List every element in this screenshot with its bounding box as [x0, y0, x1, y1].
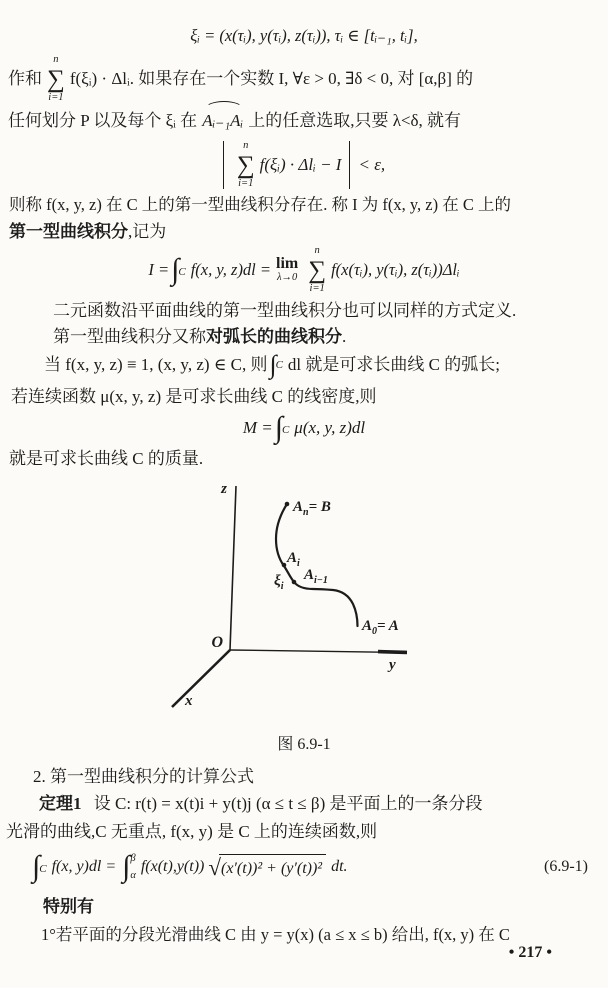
section-2-text: 2. 第一型曲线积分的计算公式 [33, 767, 254, 786]
lim-word: lim [276, 254, 299, 272]
integral-subscript: C [39, 863, 47, 876]
term-first-type-integral: 第一型曲线积分 [9, 222, 128, 241]
paragraph-integral-exists [9, 193, 511, 217]
integral-over-C [274, 410, 293, 444]
theorem-head: 定理1 [39, 794, 82, 813]
integral-sign: ∫ [171, 252, 180, 286]
paragraph-case1 [41, 923, 510, 947]
formula-integral-definition [0, 243, 608, 297]
sum-upper-limit: n [243, 140, 249, 152]
formula-xi-text: ξᵢ = (x(τᵢ), y(τᵢ), z(τᵢ)), τᵢ ∈ [tᵢ₋₁, tᵢ], [190, 26, 418, 45]
formula-xi-definition [0, 24, 608, 48]
label-A0-equals-A [361, 618, 399, 637]
label-B-main: A [293, 499, 304, 515]
sigma-symbol: ∑ [236, 151, 255, 179]
point-B-dot [285, 502, 290, 507]
figure-caption-text: 图 6.9-1 [277, 736, 331, 753]
text-denoted: ,记为 [128, 222, 167, 241]
text-in-particular: 特别有 [43, 897, 94, 916]
paragraph-arc-length [44, 343, 500, 387]
integral-sign: ∫ [269, 349, 277, 379]
figure-caption [0, 733, 608, 756]
label-B-sub: n [303, 507, 309, 518]
sum-lower-limit: i=1 [309, 282, 325, 294]
integral-over-C [171, 252, 189, 286]
label-A0-sub: 0 [372, 626, 378, 637]
figure-6-9-1 [90, 478, 530, 738]
radical-sign: √ [208, 854, 221, 880]
y-axis-label: y [389, 657, 396, 673]
sigma-symbol: ∑ [308, 256, 327, 284]
paragraph-in-particular [43, 895, 94, 920]
integral-subscript: C [178, 266, 186, 279]
z-axis [230, 486, 236, 650]
integral-subscript: C [281, 424, 290, 437]
text-planar-case: 二元函数沿平面曲线的第一型曲线积分也可以同样的方式定义. [53, 301, 517, 320]
label-xi-sub: i [280, 581, 284, 592]
lim-subscript: λ→0 [276, 271, 298, 283]
integral-sign: ∫ [32, 849, 41, 883]
eq-M-lhs: M = [242, 417, 273, 437]
paragraph-mass [9, 447, 203, 472]
formula-6-9-1 [30, 842, 588, 892]
eq-M-rhs: μ(x, y, z)dl [294, 417, 366, 437]
integral-subscript: C [275, 359, 283, 372]
sum-upper-limit: n [53, 54, 59, 66]
text-zuohe: 作和 [8, 68, 42, 88]
eq691-lhs: f(x, y)dl = [51, 858, 117, 876]
text-selection: 上的任意选取,只要 λ<δ, 就有 [248, 110, 462, 130]
eq-I-rhs: f(x(τᵢ), y(τᵢ), z(τᵢ))Δlᵢ [331, 260, 460, 280]
integral-lower-limit: α [130, 869, 136, 881]
text-density: 若连续函数 μ(x, y, z) 是可求长曲线 C 的线密度,则 [11, 387, 377, 406]
theorem-line2: 光滑的曲线,C 无重点, f(x, y) 是 C 上的连续函数,则 [6, 822, 378, 841]
formula-mass [0, 405, 608, 451]
label-Aim1-sub: i−1 [314, 575, 328, 586]
eq691-dt: dt. [331, 858, 348, 876]
term-arc-length-integral: 对弧长的曲线积分 [206, 327, 342, 346]
label-xi-main: ξ [274, 573, 281, 589]
label-Ai [286, 550, 300, 569]
integral-upper-limit: β [130, 853, 136, 864]
text-alias-pre: 第一型曲线积分又称 [53, 327, 206, 346]
text-integral-exists: 则称 f(x, y, z) 在 C 上的第一型曲线积分存在. 称 I 为 f(x, y, z) 在 C 上的 [9, 195, 511, 214]
theorem-body: 设 C: r(t) = x(t)i + y(t)j (α ≤ t ≤ β) 是平面上的一条分段 [93, 794, 483, 813]
formula-inequality [0, 139, 608, 191]
z-axis-label: z [221, 481, 227, 497]
label-Ai-sub: i [297, 558, 300, 569]
label-An-equals-B [292, 499, 331, 518]
integral-over-C [269, 349, 285, 379]
absolute-value-bars [223, 141, 351, 189]
arc-segment-label: Aᵢ₋₁Aᵢ [200, 109, 245, 134]
integral-limits [130, 851, 136, 883]
label-A0-main: A [362, 618, 373, 634]
page-number [509, 941, 552, 964]
text-f-equals-1: 当 f(x, y, z) ≡ 1, (x, y, z) ∈ C, 则 [44, 354, 268, 374]
eq-I-lhs: I = [148, 260, 170, 280]
text-is-arc-length: dl 就是可求长曲线 C 的弧长; [287, 354, 500, 374]
sigma-symbol: ∑ [47, 65, 65, 93]
x-axis [172, 650, 230, 707]
sum-operator [237, 140, 255, 189]
point-Ai-dot [282, 563, 287, 568]
text-mass: 就是可求长曲线 C 的质量. [9, 449, 204, 468]
sum-lower-limit: i=1 [48, 91, 64, 103]
sum-upper-limit: n [314, 245, 320, 257]
label-Ai-minus-1 [303, 567, 328, 586]
inequality-body: f(ξᵢ) · Δlᵢ − I [259, 154, 342, 174]
sum-lower-limit: i=1 [238, 177, 254, 189]
paragraph-sum-line2 [8, 106, 461, 136]
integral-alpha-beta [122, 851, 139, 883]
equation-number: (6.9-1) [544, 858, 588, 876]
text-existence-condition: f(ξᵢ) · Δlᵢ. 如果存在一个实数 I, ∀ε > 0, ∃δ < 0, 对 [α,β] 的 [69, 68, 474, 88]
inequality-tail: < ε, [358, 154, 386, 174]
eq691-integrand: f(x(t),y(t)) [140, 858, 205, 876]
integral-sign: ∫ [274, 410, 283, 444]
paragraph-theorem1-line2 [6, 820, 377, 845]
y-axis-end-bar [378, 652, 407, 653]
paragraph-denoted-as [9, 220, 166, 245]
origin-label: O [211, 634, 223, 651]
text-case1: 1°若平面的分段光滑曲线 C 由 y = y(x) (a ≤ x ≤ b) 给出, f(x, y) 在 C [41, 925, 510, 944]
sum-operator [308, 245, 326, 294]
paragraph-planar-case [53, 299, 516, 324]
integral-over-C [32, 849, 50, 883]
point-xi-dot [292, 580, 297, 585]
text-alias-post: . [342, 327, 347, 346]
page-number-text: • 217 • [508, 944, 552, 961]
section-2-heading [33, 765, 254, 790]
sum-operator [47, 54, 65, 103]
integral-sign: ∫ [122, 849, 131, 883]
radicand: (x′(t))² + (y′(t))² [219, 854, 326, 880]
paragraph-sum-line1 [8, 54, 473, 104]
label-Ai-main: A [287, 550, 298, 566]
paragraph-theorem1-line1 [39, 792, 483, 817]
label-xi [274, 573, 284, 592]
label-A0-rest: = A [377, 618, 399, 634]
x-axis-label: x [185, 693, 193, 709]
eq-I-mid: f(x, y, z)dl = [190, 260, 272, 280]
label-Aim1-main: A [304, 567, 315, 583]
limit-operator [276, 256, 298, 284]
label-B-rest: = B [308, 499, 331, 515]
text-partition: 任何划分 P 以及每个 ξᵢ 在 [8, 110, 198, 130]
